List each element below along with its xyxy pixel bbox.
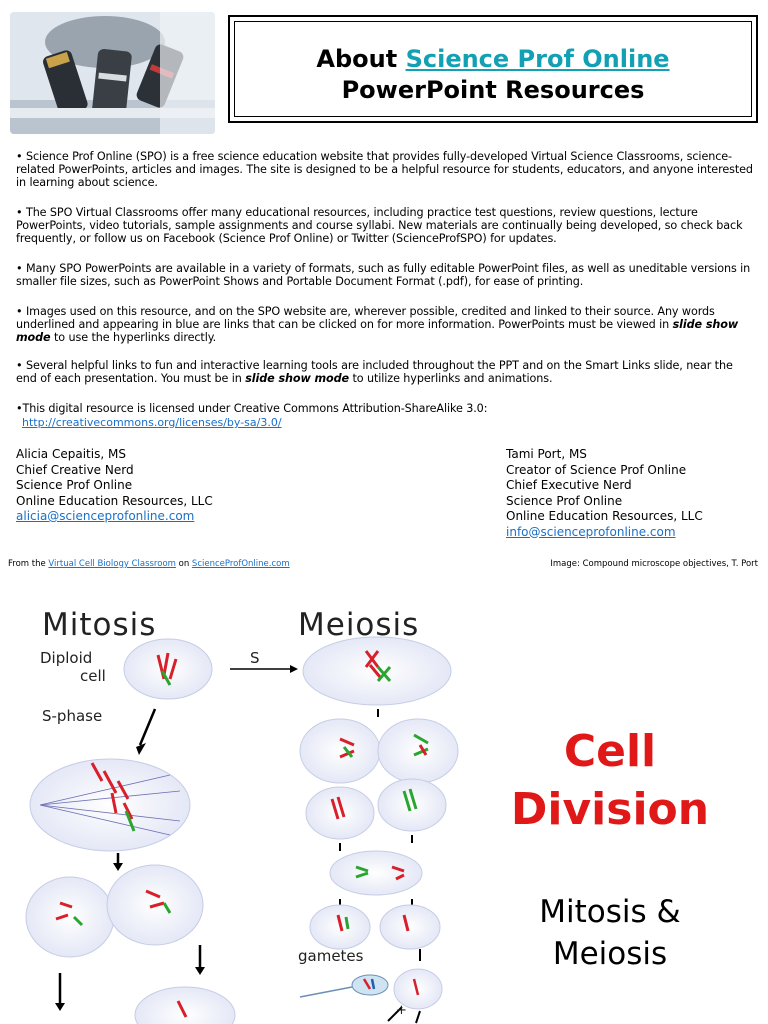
author-right-company: Online Education Resources, LLC	[506, 509, 703, 523]
meiosis-label: Meiosis	[298, 607, 420, 643]
paragraph-license: •This digital resource is licensed under Creative Commons Attribution-ShareAlike 3.0:	[16, 402, 488, 415]
spo-title-link[interactable]: Science Prof Online	[405, 45, 670, 73]
author-left-org: Science Prof Online	[16, 478, 133, 492]
cell-title-line2: Division	[510, 784, 710, 835]
diploid-label: Diploid	[40, 649, 93, 667]
sphase-label: S-phase	[42, 707, 103, 725]
paragraph-virtual-classrooms: • The SPO Virtual Classrooms offer many educational resources, including practice test questions, review questions, lecture PowerPoints, video tutorials, sample assignments and course syllabi. New materials are continually being developed, so check back frequently, or follow us on Facebook (Science Prof Online) or Twitter (ScienceProfSPO) for updates.	[16, 206, 743, 245]
cell-division-subtitle	[490, 891, 730, 975]
site-link[interactable]: ScienceProfOnline.com	[191, 559, 290, 569]
mitosis-label: Mitosis	[42, 607, 157, 643]
gametes-label: gametes	[298, 947, 364, 965]
paragraph-images-text-b: to use the hyperlinks directly.	[50, 331, 217, 344]
paragraph-images	[16, 305, 756, 344]
license-link[interactable]: http://creativecommons.org/licenses/by-sa/3.0/	[22, 416, 282, 429]
author-left-company: Online Education Resources, LLC	[16, 493, 213, 508]
paragraph-links	[16, 359, 756, 385]
page-title	[235, 44, 751, 74]
author-right-role1: Creator of Science Prof Online	[506, 462, 687, 477]
paragraph-images-text-a: • Images used on this resource, and on the SPO website are, wherever possible, credited and linked to their source. Any words underlined and appearing in blue are links that can be clicked on for more information. PowerPoints must be viewed in	[16, 305, 715, 331]
author-left	[16, 447, 213, 525]
author-right	[506, 447, 703, 540]
author-left-name: Alicia Cepaitis, MS	[16, 447, 126, 461]
page-subtitle: PowerPoint Resources	[341, 76, 645, 104]
slide-show-mode-emphasis-2: slide show mode	[245, 372, 350, 385]
s-label: S	[250, 649, 260, 667]
microscope-illustration	[10, 12, 215, 134]
cell-division-title	[490, 723, 730, 839]
image-credit: Image: Compound microscope objectives, T. Port	[550, 559, 758, 569]
footer-source	[8, 559, 290, 569]
footer-from: From the	[8, 559, 49, 569]
cell-division-slide	[0, 585, 768, 1024]
author-right-email-link[interactable]: info@scienceprofonline.com	[506, 524, 676, 539]
author-right-name: Tami Port, MS	[506, 447, 587, 461]
title-box-inner	[234, 21, 752, 117]
footer-on: on	[175, 559, 192, 569]
microscope-image	[10, 12, 215, 134]
title-prefix: About	[316, 45, 406, 73]
title-box	[228, 15, 758, 123]
paragraph-links-text-a: • Several helpful links to fun and interactive learning tools are included throughout the PPT and on the Smart Links slide, near the end of each presentation. You must be in	[16, 359, 733, 385]
slide-show-mode-emphasis: slide show mode	[16, 318, 739, 344]
cell-title-line1: Cell	[563, 726, 657, 777]
subtitle-line2: Meiosis	[552, 936, 668, 972]
author-left-email-link[interactable]: alicia@scienceprofonline.com	[16, 509, 195, 523]
subtitle-line1: Mitosis &	[539, 894, 681, 930]
paragraph-formats: • Many SPO PowerPoints are available in a variety of formats, such as fully editable PowerPoint files, as well as uneditable versions in smaller file sizes, such as PowerPoint Shows and Portable Document Format (.pdf), for ease of printing.	[16, 262, 751, 288]
author-right-org: Science Prof Online	[506, 493, 623, 508]
cell-label: cell	[80, 667, 106, 685]
classroom-link[interactable]: Virtual Cell Biology Classroom	[48, 559, 176, 569]
paragraph-spo-intro: • Science Prof Online (SPO) is a free science education website that provides fully-developed Virtual Science Classrooms, science-related PowerPoints, articles and images. The site is designed to be a helpful resource for students, educators, and anyone interested in learning about science.	[16, 150, 753, 189]
author-right-role2: Chief Executive Nerd	[506, 478, 632, 492]
author-left-role: Chief Creative Nerd	[16, 462, 134, 477]
paragraph-links-text-b: to utilize hyperlinks and animations.	[349, 372, 553, 385]
plus-label: +	[396, 1003, 407, 1018]
